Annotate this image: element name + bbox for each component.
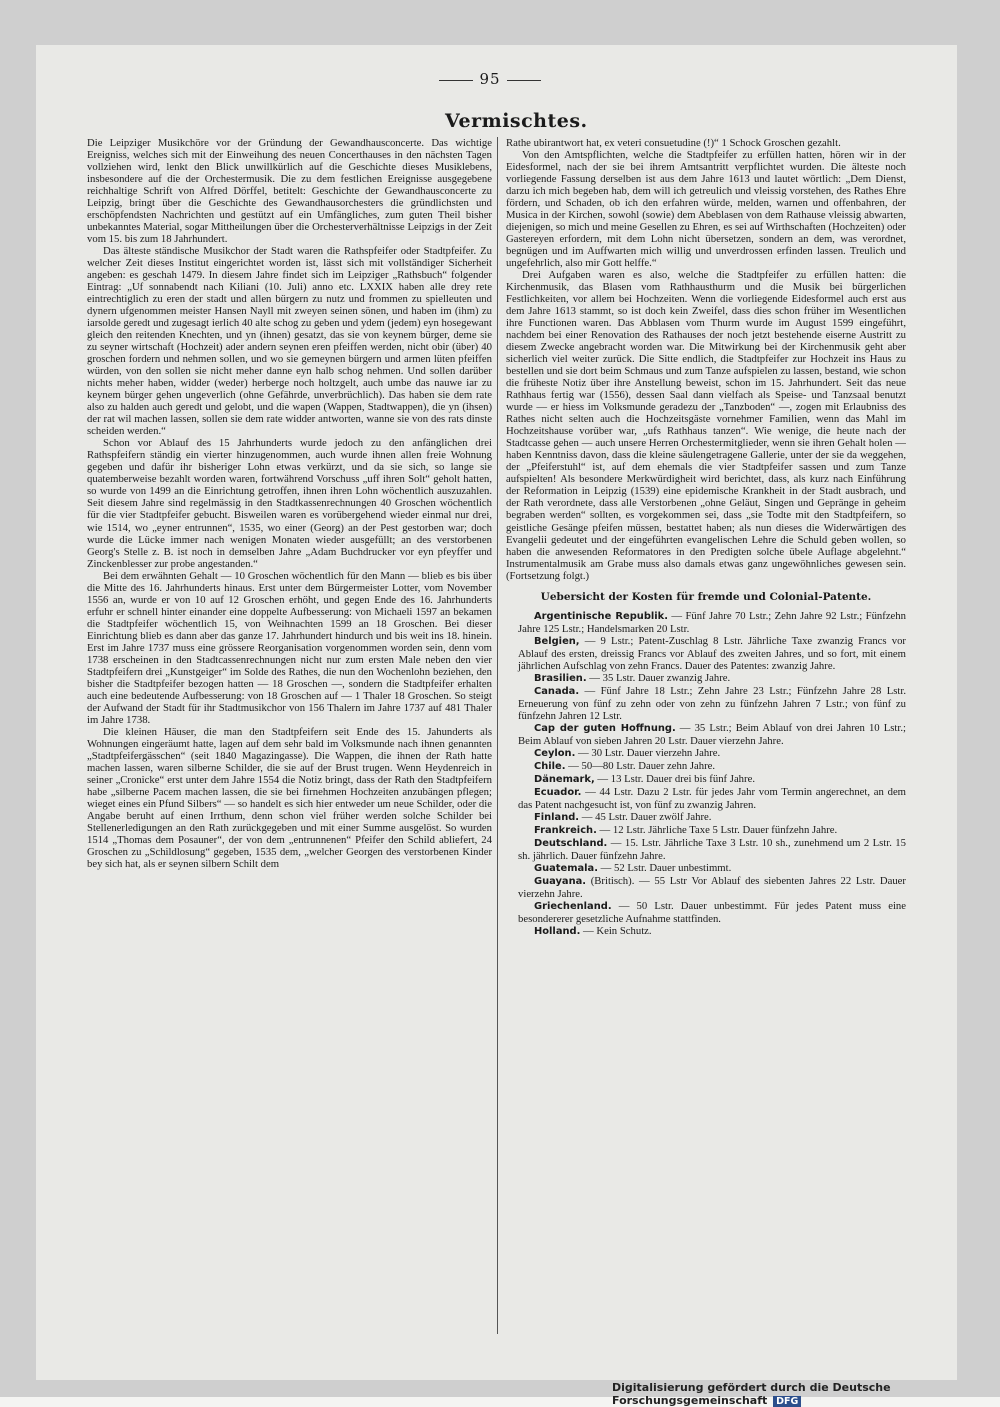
- right-column: [506, 137, 906, 938]
- country-name: Belgien,: [534, 635, 580, 647]
- country-name: Canada.: [534, 685, 580, 697]
- patent-entry: [506, 672, 906, 685]
- dfg-logo: DFG: [773, 1396, 801, 1407]
- patent-entry: [506, 925, 906, 938]
- country-name: Dänemark,: [534, 773, 595, 785]
- patent-entry: [506, 837, 906, 862]
- patent-entry: [506, 760, 906, 773]
- country-name: Brasilien.: [534, 672, 587, 684]
- patent-entry: [506, 722, 906, 747]
- country-name: Guayana.: [534, 875, 587, 887]
- entry-text: — 15. Lstr. Jährliche Taxe 3 Lstr. 10 sh., zunehmend um 2 Lstr. 15 sh. jährlich. Dauer fünfzehn Jahre.: [518, 836, 906, 862]
- paragraph: Schon vor Ablauf des 15 Jahrhunderts wurde jedoch zu den anfänglichen drei Rathspfeifern ständig ein vierter hinzugenommen, auch wurde ihnen allen freie Wohnung gegeben und dafür ihr bisheriger Lohn etwas verkürzt, und da sie sich, so lange sie quatemberweise bezahlt worden waren, fortwährend Vorschuss „uff ihren Solt“ geholt hatten, so wurde von 1499 an die Einrichtung getroffen, ihnen ihren Lohn wöchentlich auszuzahlen. Seit diesem Jahre sind regelmässig in den Stadtkassenrechnungen 40 Groschen wöchentlich für die vier Stadtpfeifer gebucht. Bisweilen waren es vorübergehend wieder einmal nur drei, wie 1514, wo „eyner entrunnen“, 1535, wo einer (Georg) an der Pest gestorben war; doch wurde die Lücke immer nach wenigen Monaten wieder ausgefüllt; an des verstorbenen Georg's Stelle z. B. ist noch in demselben Jahre „Adam Buchdrucker vor eyn pfeyffer und Zinckenblesser zur probe angestanden.“: [87, 437, 492, 570]
- country-name: Griechenland.: [534, 900, 612, 912]
- patent-entry: [506, 747, 906, 760]
- entry-text: (Britisch). — 55 Lstr Vor Ablauf des siebenten Jahres 22 Lstr. Dauer vierzehn Jahre.: [518, 874, 906, 900]
- entry-text: — 50—80 Lstr. Dauer zehn Jahre.: [565, 759, 716, 772]
- footer-credit: Digitalisierung gefördert durch die Deutsche Forschungsgemeinschaft DFG: [612, 1381, 891, 1407]
- paragraph: Die Leipziger Musikchöre vor der Gründung der Gewandhausconcerte. Das wichtige Ereigniss, welches sich mit der Einweihung des neuen Concerthauses in den nächsten Tagen vollziehen wird, lenkt den Blick unwillkürlich auf die Geschichte dieses Musiklebens, insbesondere auf die der Orchestermusik. Die zu dem festlichen Ereignisse ausgegebene reichhaltige Schrift von Alfred Dörffel, betitelt: Geschichte der Gewandhausconcerte zu Leipzig, bringt über die Geschichte des Gewandhausorchesters die gründlichsten und erschöpfendsten Nachrichten und gestützt auf ein Umfängliches, zum guten Theil bisher unbekanntes Material, sogar Mittheilungen über die Orchesterverhältnisse Leipzigs in der Zeit vom 15. bis zum 18 Jahrhundert.: [87, 137, 492, 246]
- paragraph: Drei Aufgaben waren es also, welche die Stadtpfeifer zu erfüllen hatten: die Kirchenmusik, das Blasen vom Rathhausthurm und die Musik bei bürgerlichen Festlichkeiten, vor allem bei Hochzeiten. Wenn die vorliegende Eidesformel auch erst aus dem Jahre 1613 stammt, so ist doch kein Zweifel, dass dies schon früher im Wesentlichen ihre Functionen waren. Das Abblasen vom Thurm wurde im August 1599 eingeführt, nachdem bei einer Renovation des Rathauses der noch jetzt bestehende eiserne Austritt zu diesem Zwecke angebracht worden war. Die Mitwirkung bei der Kirchenmusik geht aber sicherlich viel weiter zurück. Die Sitte endlich, die Stadtpfeifer zur Hochzeit ins Haus zu bestellen und sie dort beim Schmaus und zum Tanze aufspielen zu lassen, bestand, wie schon die früheste Notiz über ihre Anstellung beweist, schon im 15. Jahrhundert. Seit das neue Rathhaus fertig war (1556), dessen Saal dann vielfach als Speise- und Tanzsaal benutzt wurde — er hiess im Volksmunde geradezu der „Tanzboden“ —, zogen mit Erlaubniss des Rathes nicht selten auch die Hochzeitsgäste vornehmer Familien, wenn das Mahl im Hochzeitshause vorüber war, „ufs Rathhaus tanzen“. Wie wenige, die heute nach der Stadtcasse gehen — auch unsere Herren Orchestermitglieder, wenn sie ihren Gehalt holen — haben Kenntniss davon, dass die kleine säulengetragene Gallerie, unter der sie da weggehen, der „Pfeiferstuhl“ ist, auf dem ehemals die vier Stadtpfeifer sassen und zum Tanze aufspielten! Als besondere Merkwürdigheit wird berichtet, dass, als kurz nach Einführung der Reformation in Leipzig (1539) eine epidemische Krankheit in der Stadt ausbrach, und der Rath verordnete, dass alle Verstorbenen „ohne Geläut, Singen und Gepränge in geheim begraben werden“ sollten, es vorgekommen sei, dass „sie Todte mit den Stadtpfeifern, so geistliche Gesänge pfeifen müssen, bestattet haben; als nun dieses die Widerwärtigen des Evangelii gedeutet und der eingeführten evangelischen Lehre die Schuld geben wollen, so haben die anwesenden Reformatores in den Predigten solche übele Auflage abgelehnt.“ Instrumentalmusik am Grabe muss also damals etwas ganz ungewöhnliches gewesen sein. (Fortsetzung folgt.): [506, 269, 906, 582]
- page-number: 95: [430, 70, 550, 88]
- column-divider: [497, 137, 498, 1334]
- patent-entry: [506, 685, 906, 722]
- entry-text: — 30 Lstr. Dauer vierzehn Jahre.: [575, 746, 721, 759]
- entry-text: — 50 Lstr. Dauer unbestimmt. Für jedes Patent muss eine besondererer gesetzliche Aufnahme stattfinden.: [518, 899, 906, 925]
- patent-entry: [506, 786, 906, 811]
- paragraph: Rathe ubirantwort hat, ex veteri consuetudine (!)“ 1 Schock Groschen gezahlt.: [506, 137, 841, 149]
- patent-entry: [506, 862, 906, 875]
- country-name: Ceylon.: [534, 747, 576, 759]
- country-name: Deutschland.: [534, 837, 608, 849]
- country-name: Argentinische Republik.: [534, 610, 668, 622]
- entry-text: — 9 Lstr.; Patent-Zuschlag 8 Lstr. Jährliche Taxe zwanzig Francs vor Ablauf des ersten, dreissig Francs vor Ablauf des zweiten Jahres, und so fort, mit einem jährlichen Aufschlag von zehn Francs. Dauer des Patentes: zwanzig Jahre.: [518, 634, 906, 672]
- country-name: Holland.: [534, 925, 581, 937]
- entry-text: — 13 Lstr. Dauer drei bis fünf Jahre.: [594, 772, 756, 785]
- patent-cost-list: [506, 610, 906, 938]
- paragraph: Das älteste ständische Musikchor der Stadt waren die Rathspfeifer oder Stadtpfeifer. Zu welcher Zeit dieses Institut eingerichtet worden ist, lässt sich mit vollständiger Sicherheit angeben: es geschah 1479. In diesem Jahre findet sich im Leipziger „Rathsbuch“ folgender Eintrag: „Uf sonnabendt nach Kiliani (10. Juli) anno etc. LXXIX haben alle drey rete eintrechtiglich zu eren der stadt und allen bürgern zu nutz und frommen zu spielleuten und dynern ufgenommen meister Hansen Nayll mit zweyen seinen sönen, und haben im (ihm) zu iarsolde geredt und zugesagt ierlich 40 alte schog zu geben und ydem (jedem) eyn hosegewant gleich den reitenden Knechten, und yn (ihnen) gesatzt, das sie von keynem bürger, deme sie zu seyner wirtschaft (Hochzeit) ader andern seynen eren pfeiffen werden, nicht obir (über) 40 groschen fordern und nehmen sollen, und wo sie gemeynen bürgern und armen lüten pfeiffen würden, von den sollen sie nicht meher danne eyn halb schog nehmen. Und sollen darüber nichts meher haben, widder (weder) herberge noch holtzgelt, auch umbe das nauwe iar zu keynem bürger gehen ungeverlich (ohne Gefährde, unverbrüchlich). Das haben sie dem rate also zu halden auch geredt und gelobt, und die wapen (Wappen, Stadtwappen), die yn (ihsen) der rat wil machen lassen, sollen sie dem rate widder antworten, wanne sie von des rats dinste scheiden werden.“: [87, 245, 492, 438]
- country-name: Guatemala.: [534, 862, 598, 874]
- patent-entry: [506, 900, 906, 925]
- country-name: Finland.: [534, 811, 580, 823]
- patent-entry: [506, 635, 906, 672]
- patent-entry: [506, 824, 906, 837]
- country-name: Chile.: [534, 760, 566, 772]
- patent-entry: [506, 773, 906, 786]
- country-name: Cap der guten Hoffnung.: [534, 722, 676, 734]
- entry-text: — 52 Lstr. Dauer unbestimmt.: [597, 861, 732, 874]
- paragraph: Bei dem erwähnten Gehalt — 10 Groschen wöchentlich für den Mann — blieb es bis über die Mitte des 16. Jahrhunderts hinaus. Erst unter dem Bürgermeister Lotter, vom November 1556 an, wurde er von 10 auf 12 Groschen erhöht, und gegen Ende des 16. Jahrhunderts erfuhr er schnell hinter einander eine doppelte Aufbesserung: von Michaeli 1597 an bekamen die Stadtpfeifer wöchentlich 15, von Weihnachten 1599 an 18 Groschen. Bei dieser Einrichtung blieb es dann aber das ganze 17. Jahrhundert hindurch und bis weit ins 18. hinein. Erst im Jahre 1737 muss eine grössere Reorganisation vorgenommen worden sein, denn vom 1738 erscheinen in den Stadtcassenrechnungen nicht nur zum ersten Male neben den vier Stadtpfeifern drei „Kunstgeiger“ im Solde des Rathes, die nun den Wochenlohn beziehen, den bisher die Stadtpfeifer bezogen hatten — 18 Groschen —, sondern die Stadtpfeifer erhalten auch eine bedeutende Aufbesserung: von 18 Groschen auf — 1 Thaler 18 Groschen. So steigt der Aufwand der Stadt für ihr Stadtmusikchor von 156 Thalern im Jahre 1737 auf 481 Thaler im Jahre 1738.: [87, 569, 492, 726]
- entry-text: — 12 Lstr. Jährliche Taxe 5 Lstr. Dauer fünfzehn Jahre.: [596, 823, 838, 836]
- entry-text: — 35 Lstr. Dauer zwanzig Jahre.: [586, 671, 731, 684]
- cost-table-heading: Uebersicht der Kosten für fremde und Colonial-Patente.: [540, 590, 872, 603]
- entry-text: — 45 Lstr. Dauer zwölf Jahre.: [579, 810, 712, 823]
- patent-entry: [506, 811, 906, 824]
- patent-entry: [506, 610, 906, 635]
- patent-entry: [506, 875, 906, 900]
- entry-text: — Fünf Jahre 70 Lstr.; Zehn Jahre 92 Lstr.; Fünfzehn Jahre 125 Lstr.; Handelsmarken 20 Lstr.: [518, 609, 906, 635]
- left-column: [87, 137, 492, 870]
- entry-text: — Fünf Jahre 18 Lstr.; Zehn Jahre 23 Lstr.; Fünfzehn Jahre 28 Lstr. Erneuerung von fünf zu zehn oder von zehn zu fünfzehn Jahren 7 Lstr.; von fünf zu fünfzehn Jahren 12 Lstr.: [518, 684, 906, 722]
- entry-text: — 35 Lstr.; Beim Ablauf von drei Jahren 10 Lstr.; Beim Ablauf von sieben Jahren 20 Lstr. Dauer vierzehn Jahre.: [518, 721, 906, 747]
- entry-text: — 44 Lstr. Dazu 2 Lstr. für jedes Jahr vom Termin angerechnet, an dem das Patent nachgesucht ist, von fünf zu zwanzig Jahren.: [518, 785, 906, 811]
- section-heading: Vermischtes.: [445, 110, 588, 132]
- country-name: Ecuador.: [534, 786, 582, 798]
- paragraph: Die kleinen Häuser, die man den Stadtpfeifern seit Ende des 15. Jahunderts als Wohnungen eingeräumt hatte, lagen auf dem sehr bald im Volksmunde nach ihnen genannten „Stadtpfeifergässchen“ (seit 1840 Magazingasse). Die Wappen, die ihnen der Rath hatte machen lassen, waren silberne Schilder, die sie auf der Brust trugen. Wenn Heydenreich in seiner „Cronicke“ erst unter dem Jahre 1554 die Notiz bringt, dass der Rath den Stadtpfeifern habe „silberne Pacem machen lassen, die sie bei firnehmen Hochzeiten anzubängen pflegen; wieget eines ein Pfund Silbers“ — so handelt es sich hier entweder um neue Schilder, oder die Angabe beruht auf einen Irrthum, denn schon viel früher werden solche Schilder bei Stellenerledigungen an den Rath zurückgegeben und mit einer Summe ausgelöst. So wurden 1514 „Thomas dem Posauner“, der von dem „entrunnenen“ Pfeifer den Schild abliefert, 24 Groschen zu „Schildlosung“ gegeben, 1535 dem, „welcher Georgen des verstorbenen Kinder bey sich hat, als er seynen silbern Schilt dem: [87, 725, 492, 870]
- paragraph: Von den Amtspflichten, welche die Stadtpfeifer zu erfüllen hatten, hören wir in der Eidesformel, nach der sie bei ihrem Amtsantritt verpflichtet wurden. Die älteste noch vorliegende Fassung derselben ist aus dem Jahre 1613 und lautet wörtlich: „Dem Dienst, darzu ich mich begeben hab, dem will ich getreulich und vleissig vorstehen, des Rathes Ehre fördern, und Schaden, ob ich den erfahren würde, melden, warnen und offenbahren, der Musica in der Kirchen, sowohl (sowie) dem Abeblasen von dem Rathause vleissig abwarten, diejenigen, so mich und meine Gesellen zu Ehren, es sei auf Wirthschaften (Hochzeiten) oder Gastereyen erfordern, mit dem Lohn nicht übersetzen, sondern an dem, was verordnet, begnügen und im Auffwarten mich willig und unverdrossen erfinden lassen. Treulich und ungefehrlich, also mir Gott helffe.“: [506, 149, 906, 270]
- entry-text: — Kein Schutz.: [580, 924, 652, 937]
- country-name: Frankreich.: [534, 824, 597, 836]
